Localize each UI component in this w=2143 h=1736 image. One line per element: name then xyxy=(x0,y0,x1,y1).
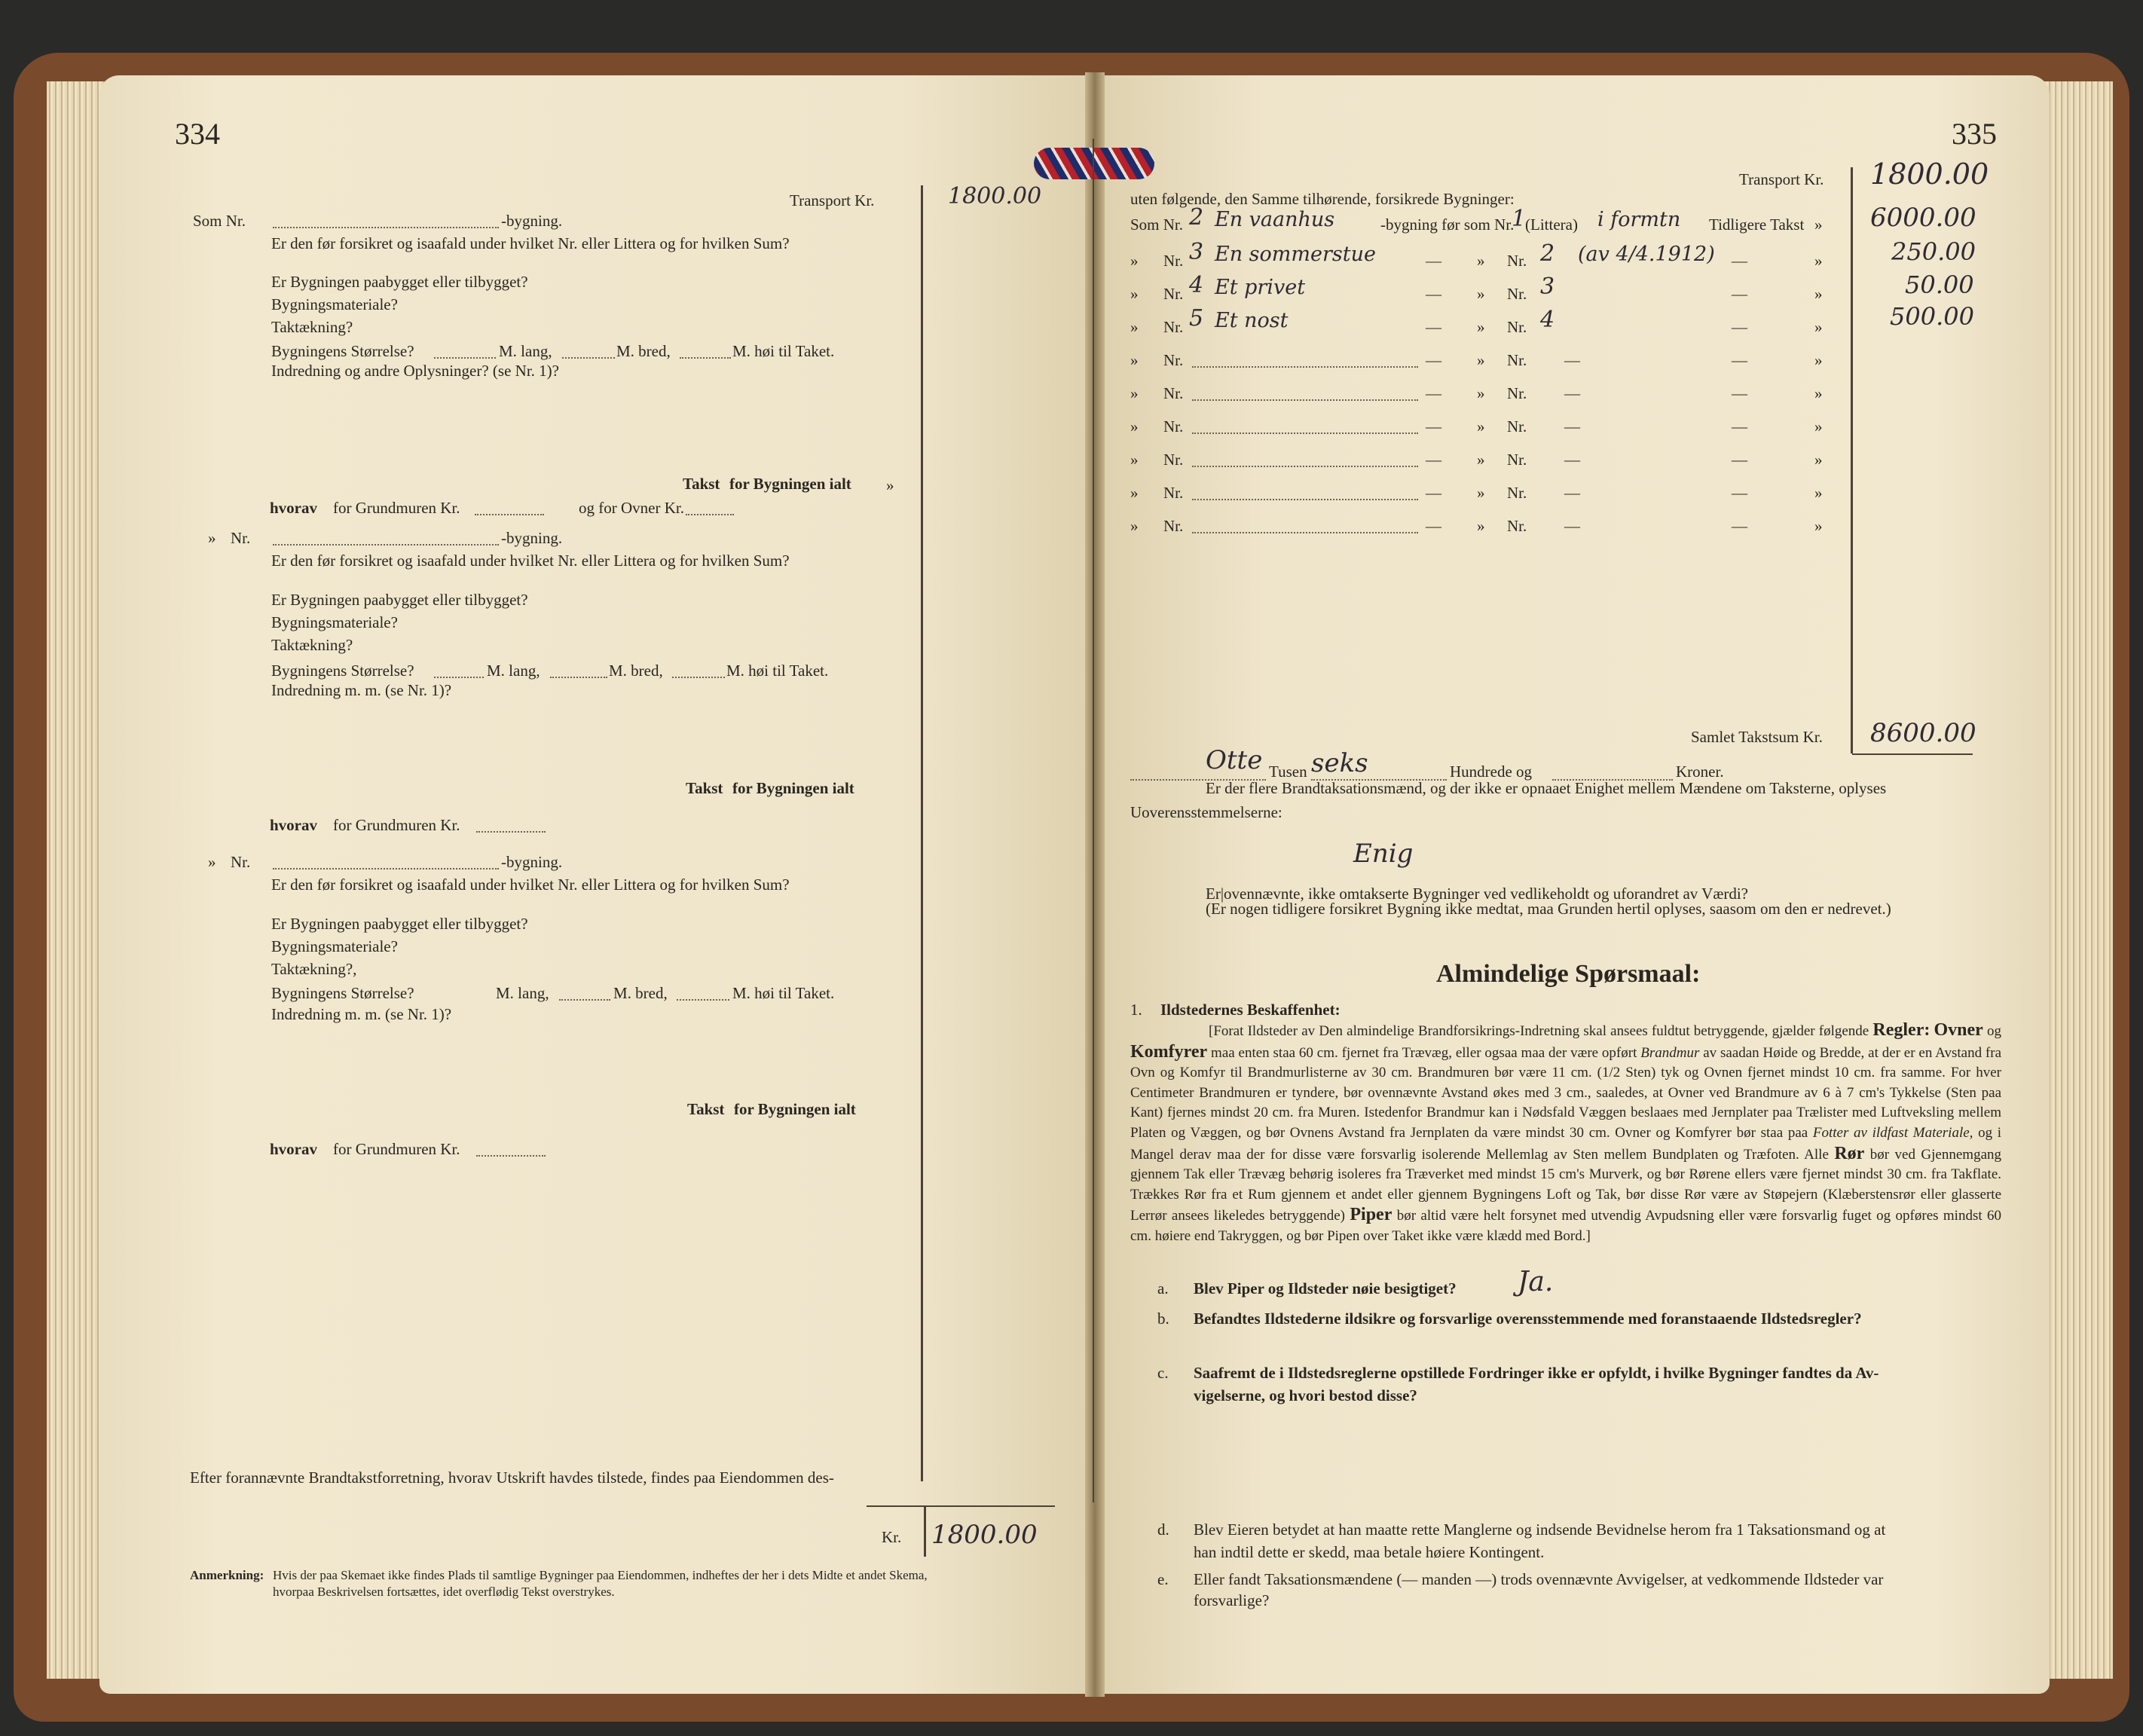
building-prev-nr: 2 xyxy=(1540,240,1555,267)
row-dash: — xyxy=(1732,252,1747,270)
grundmuren-label: for Grundmuren Kr. xyxy=(333,1140,460,1158)
flere-text-2: Uoverensstemmelserne: xyxy=(1130,803,1282,821)
ditto-mark: » xyxy=(1814,215,1823,234)
fill-line xyxy=(273,227,499,228)
intro-text: uten følgende, den Samme tilhørende, forsikrede Bygninger: xyxy=(1130,190,1515,208)
row-dash: — xyxy=(1564,517,1580,535)
ditto-mark: » xyxy=(1477,285,1485,303)
bygning-for-label: -bygning før som Nr. xyxy=(1380,215,1515,234)
kroner-label: Kroner. xyxy=(1676,763,1724,781)
fill-line xyxy=(1192,432,1418,434)
taktaekning-question: Taktækning? xyxy=(271,636,353,654)
question-b-label: b. xyxy=(1157,1310,1169,1328)
ditto-mark: » xyxy=(1130,517,1139,535)
transport-label-right: Transport Kr. xyxy=(1739,170,1824,188)
total-rule xyxy=(867,1505,1055,1507)
hvorav-label: hvorav xyxy=(270,499,317,517)
fill-line xyxy=(1192,499,1418,500)
row-dash: — xyxy=(1564,451,1580,469)
amount-words-thousands: Otte xyxy=(1206,745,1263,775)
m-lang-label: M. lang, xyxy=(499,342,552,360)
ditto-mark: » xyxy=(1814,451,1823,469)
ditto-mark: » xyxy=(1814,351,1823,369)
taktaekning-question: Taktækning? xyxy=(271,318,353,336)
row-dash: — xyxy=(1426,517,1441,535)
enig-answer: Enig xyxy=(1353,839,1414,869)
row-dash: — xyxy=(1732,285,1747,303)
grundmuren-label: for Grundmuren Kr. xyxy=(333,499,460,517)
total-kr-label: Kr. xyxy=(882,1528,902,1546)
building-desc: Et nost xyxy=(1215,309,1289,332)
building-prev-nr: 3 xyxy=(1540,274,1555,300)
regler-part: av saadan Høide og Bredde, at der er en Avstand fra Ovn og Komfyr til Brandmurlisterne av 30 cm. Brandmuren bør være 11 cm. (1/2 Sten) tyk og Ovnen fjernet mindst 10 cm. fra samme. For hver Centimeter Brandmuren er tyndere, bør ovennævnte Avstand økes med 3 cm., saaledes, at Ovner ved Brandmure av 6 à 7 cm's Tykkelse (Sten paa Kant) fjernes mindst 20 cm. fra Muren. Istedenfor Brandmur kan i Nødsfald Væggen beslaaes med Jernplater paa Trælister med Luftveksling mellem Platen og Væggen, og bør Ovnens Avstand fra Jernplaten da være mindst 30 cm. Ovner og Komfyrer bør staa paa xyxy=(1130,1044,2002,1141)
row-dash: — xyxy=(1732,351,1747,369)
takst-ialt-label: for Bygningen ialt xyxy=(729,475,851,493)
question-d-text-2: han indtil dette er skedd, maa betale høiere Kontingent. xyxy=(1194,1543,1545,1561)
bygning-label: -bygning. xyxy=(501,529,563,547)
amount-words-hundreds: seks xyxy=(1311,748,1368,778)
som-nr-label: Som Nr. xyxy=(1130,215,1184,234)
storrelse-question: Bygningens Størrelse? xyxy=(271,984,414,1002)
ditto-mark: » xyxy=(208,853,216,871)
fill-line xyxy=(476,831,546,833)
tusen-label: Tusen xyxy=(1269,763,1307,781)
item1-number: 1. xyxy=(1130,1001,1142,1019)
takst-ialt-label: for Bygningen ialt xyxy=(734,1100,856,1118)
building-desc: Et privet xyxy=(1215,276,1306,299)
fill-line xyxy=(677,999,729,1001)
bookmark-ribbon xyxy=(1034,148,1154,179)
fill-line xyxy=(1192,399,1418,401)
building-prev-nr: 4 xyxy=(1540,307,1555,333)
question-e-label: e. xyxy=(1157,1570,1169,1588)
nr-label: Nr. xyxy=(1507,252,1527,270)
nr-label: Nr. xyxy=(1507,384,1527,402)
ditto-mark: » xyxy=(1477,252,1485,270)
er-question-1: Er|ovennævnte, ikke omtakserte Bygninger ved vedlikeholdt og uforandret av Værdi? xyxy=(1206,885,1748,903)
m-hoi-label: M. høi til Taket. xyxy=(726,662,829,680)
m-lang-label: M. lang, xyxy=(487,662,540,680)
piper-word: Piper xyxy=(1350,1205,1392,1225)
building-nr: 2 xyxy=(1189,204,1204,231)
ditto-mark: » xyxy=(208,529,216,547)
fill-line xyxy=(550,677,607,678)
building-desc: En vaanhus xyxy=(1215,208,1335,231)
takst-ialt-label: for Bygningen ialt xyxy=(732,779,854,797)
bygning-label: -bygning. xyxy=(501,212,563,230)
ditto-mark: » xyxy=(1477,517,1485,535)
fill-line xyxy=(680,357,731,359)
left-amount-column-line xyxy=(921,185,923,1481)
row-dash: — xyxy=(1426,252,1441,270)
fill-line xyxy=(273,544,499,546)
question-a-text: Blev Piper og Ildsteder nøie besigtiget? xyxy=(1194,1279,1457,1297)
building-nr: 4 xyxy=(1189,272,1204,298)
er-question-2: (Er nogen tidligere forsikret Bygning ikke medtat, maa Grunden hertil oplyses, saasom om den er nedrevet.) xyxy=(1206,900,1891,918)
building-prev-note: (av 4/4.1912) xyxy=(1578,243,1715,266)
m-bred-label: M. bred, xyxy=(613,984,668,1002)
nr-label: Nr. xyxy=(1163,318,1184,336)
storrelse-question: Bygningens Størrelse? xyxy=(271,342,414,360)
fill-line xyxy=(1192,466,1418,467)
page-number-right: 335 xyxy=(1952,117,1997,151)
regler-label: Regler: xyxy=(1872,1020,1931,1040)
ditto-mark: » xyxy=(1477,484,1485,502)
tidligere-takst-label: Tidligere Takst xyxy=(1709,215,1805,234)
ditto-mark: » xyxy=(1814,417,1823,436)
materiale-question: Bygningsmateriale? xyxy=(271,937,398,955)
regler-part: og i Mangel derav maa der for disse være forsvarlig isolerende Mellemlag av Sten mellem Bundplaten og Træfoten. Alle xyxy=(1130,1124,2002,1163)
question-e-text-2: forsvarlige? xyxy=(1194,1591,1270,1609)
m-bred-label: M. bred, xyxy=(616,342,671,360)
materiale-question: Bygningsmateriale? xyxy=(271,613,398,631)
regler-part: [Forat Ildsteder av Den almindelige Brandforsikrings-Indretning skal ansees fuldtut betryggende, gjælder følgende xyxy=(1209,1023,1869,1039)
ditto-mark: » xyxy=(1814,285,1823,303)
row-dash: — xyxy=(1426,417,1441,436)
fill-line xyxy=(672,677,725,678)
row-dash: — xyxy=(1732,318,1747,336)
bygning-label: -bygning. xyxy=(501,853,563,871)
littera-label: (Littera) xyxy=(1525,215,1578,234)
fill-line xyxy=(475,514,544,515)
taktaekning-question: Taktækning?, xyxy=(271,960,357,978)
ditto-mark: » xyxy=(1130,252,1139,270)
ditto-mark: » xyxy=(1130,351,1139,369)
question-c-text-2: vigelserne, og hvori bestod disse? xyxy=(1194,1386,1417,1404)
ildsted-regler-text xyxy=(1130,1020,2001,1247)
row-dash: — xyxy=(1732,484,1747,502)
question-a-label: a. xyxy=(1157,1279,1169,1297)
row-dash: — xyxy=(1732,417,1747,436)
row-dash: — xyxy=(1564,484,1580,502)
ditto-mark: » xyxy=(886,476,894,494)
hvorav-label: hvorav xyxy=(270,1140,317,1158)
samlet-rule xyxy=(1852,753,1973,755)
building-desc: En sommerstue xyxy=(1215,243,1376,266)
ditto-mark: » xyxy=(1477,451,1485,469)
ditto-mark: » xyxy=(1130,318,1139,336)
building-prev-nr: 1 xyxy=(1512,206,1527,232)
nr-label: Nr. xyxy=(1507,484,1527,502)
question-c-text-1: Saafremt de i Ildstedsreglerne opstillede Fordringer ikke er opfyldt, i hvilke Bygninger fandtes da Av- xyxy=(1194,1364,1879,1382)
takst-label: Takst xyxy=(687,1100,725,1118)
fill-line xyxy=(559,999,610,1001)
indredning-question: Indredning m. m. (se Nr. 1)? xyxy=(271,681,452,699)
fill-line xyxy=(476,1155,546,1157)
fill-line xyxy=(686,514,734,515)
takst-label: Takst xyxy=(686,779,723,797)
indredning-question: Indredning m. m. (se Nr. 1)? xyxy=(271,1005,452,1023)
nr-label: Nr. xyxy=(1163,517,1184,535)
regler-part: bør ved Gjennemgang gjennem Tak eller Trævæg behørig isoleres fra Træverket med mindst 15 cm's Murverk, og bør Rørene ellers være fjernet mindst 30 cm. fra Takflate. Trækkes Rør fra et Rum gjennem et andet eller gjennem Bygningens Loft og Tak, bør disse Rør være av Støpejern (Klæberstensrør eller glasserte Lerrør ansees likeledes betryggende) xyxy=(1130,1146,2002,1224)
transport-label-left: Transport Kr. xyxy=(790,191,875,209)
anmerkning-label: Anmerkning: xyxy=(190,1568,264,1582)
anmerkning-text-2: hvorpaa Beskrivelsen fortsættes, idet overflødig Tekst overstrykes. xyxy=(273,1585,615,1599)
almindelige-title: Almindelige Spørsmaal: xyxy=(1436,960,1701,988)
row-dash: — xyxy=(1426,285,1441,303)
samlet-value: 8600.00 xyxy=(1870,718,1976,748)
nr-label: Nr. xyxy=(1507,417,1527,436)
regler-part: bør altid være helt forsynet med utvendig Avpudsning eller være forsvarlig fuget og opføres mindst 60 cm. høiere end Takryggen, og bør Pipen over Taket ikke være klædd med Bord.] xyxy=(1130,1208,2001,1244)
building-prev-note: i formtn xyxy=(1597,208,1681,231)
ditto-mark: » xyxy=(1477,384,1485,402)
building-value: 6000.00 xyxy=(1870,203,1976,233)
fill-line xyxy=(273,868,499,870)
paabygget-question: Er Bygningen paabygget eller tilbygget? xyxy=(271,915,528,933)
nr-label: Nr. xyxy=(1163,252,1184,270)
m-lang-label: M. lang, xyxy=(496,984,549,1002)
m-hoi-label: M. høi til Taket. xyxy=(732,342,835,360)
hundrede-label: Hundrede og xyxy=(1450,763,1533,781)
ditto-mark: » xyxy=(1477,318,1485,336)
m-hoi-label: M. høi til Taket. xyxy=(732,984,835,1002)
ditto-mark: » xyxy=(1130,285,1139,303)
nr-label: Nr. xyxy=(1163,451,1184,469)
ditto-mark: » xyxy=(1814,252,1823,270)
m-bred-label: M. bred, xyxy=(609,662,663,680)
page-number-left: 334 xyxy=(175,117,220,151)
ditto-mark: » xyxy=(1130,384,1139,402)
fill-line xyxy=(1192,532,1418,533)
total-column-line xyxy=(924,1507,926,1557)
fill-line xyxy=(1192,366,1418,368)
question-c-label: c. xyxy=(1157,1364,1169,1382)
nr-label: Nr. xyxy=(1163,484,1184,502)
nr-label: Nr. xyxy=(1507,517,1527,535)
ditto-mark: » xyxy=(1814,517,1823,535)
nr-label: Nr. xyxy=(1163,417,1184,436)
row-dash: — xyxy=(1732,451,1747,469)
building-value: 250.00 xyxy=(1891,237,1976,266)
row-dash: — xyxy=(1426,484,1441,502)
row-dash: — xyxy=(1426,451,1441,469)
ditto-mark: » xyxy=(1814,318,1823,336)
question-b-text: Befandtes Ildstederne ildsikre og forsvarlige overensstemmende med foranstaaende Ildstedsregler? xyxy=(1194,1310,1862,1328)
samlet-label: Samlet Takstsum Kr. xyxy=(1691,728,1823,746)
row-dash: — xyxy=(1426,318,1441,336)
hvorav-label: hvorav xyxy=(270,816,317,834)
komfyrer-word: Komfyrer xyxy=(1130,1041,1208,1062)
right-amount-column-line xyxy=(1851,167,1853,753)
efter-text: Efter forannævnte Brandtakstforretning, hvorav Utskrift havdes tilstede, findes paa Eiendommen des- xyxy=(190,1469,834,1487)
ditto-mark: » xyxy=(1814,384,1823,402)
storrelse-question: Bygningens Størrelse? xyxy=(271,662,414,680)
nr-label: Nr. xyxy=(1163,285,1184,303)
nr-label: Nr. xyxy=(1507,351,1527,369)
paabygget-question: Er Bygningen paabygget eller tilbygget? xyxy=(271,591,528,609)
nr-label: Nr. xyxy=(1507,285,1527,303)
row-dash: — xyxy=(1732,384,1747,402)
nr-label: Nr. xyxy=(231,529,251,547)
row-dash: — xyxy=(1564,384,1580,402)
som-nr-label: Som Nr. xyxy=(193,212,246,230)
ovner-word: Ovner xyxy=(1934,1020,1983,1040)
nr-label: Nr. xyxy=(1507,451,1527,469)
nr-label: Nr. xyxy=(1163,351,1184,369)
ovner-label: og for Ovner Kr. xyxy=(579,499,684,517)
total-value-left: 1800.00 xyxy=(931,1520,1038,1550)
fotter-phrase: Fotter av ildfast Materiale, xyxy=(1812,1124,1973,1141)
row-dash: — xyxy=(1426,384,1441,402)
nr-label: Nr. xyxy=(1163,384,1184,402)
building-nr: 5 xyxy=(1189,305,1204,332)
indredning-question: Indredning og andre Oplysninger? (se Nr. 1)? xyxy=(271,362,559,380)
question-d-label: d. xyxy=(1157,1521,1169,1539)
paabygget-question: Er Bygningen paabygget eller tilbygget? xyxy=(271,273,528,291)
fill-line xyxy=(434,677,484,678)
materiale-question: Bygningsmateriale? xyxy=(271,295,398,313)
ditto-mark: » xyxy=(1130,484,1139,502)
ditto-mark: » xyxy=(1477,417,1485,436)
fill-line xyxy=(562,357,615,359)
row-dash: — xyxy=(1564,351,1580,369)
ditto-mark: » xyxy=(1477,351,1485,369)
question-d-text-1: Blev Eieren betydet at han maatte rette Manglerne og indsende Bevidnelse herom fra 1 Taksationsmand og at xyxy=(1194,1521,1886,1539)
og-word: og xyxy=(1987,1023,2002,1039)
forsikret-question: Er den før forsikret og isaafald under hvilket Nr. eller Littera og for hvilken Sum? xyxy=(271,234,790,252)
flere-text-1: Er der flere Brandtaksationsmænd, og der ikke er opnaaet Enighet mellem Mændene om Taksterne, oplyses xyxy=(1206,779,1887,797)
brandmur-word: Brandmur xyxy=(1640,1044,1700,1061)
fill-line xyxy=(434,357,496,359)
building-value: 50.00 xyxy=(1905,270,1974,299)
forsikret-question: Er den før forsikret og isaafald under hvilket Nr. eller Littera og for hvilken Sum? xyxy=(271,552,790,570)
nr-label: Nr. xyxy=(231,853,251,871)
book-gutter xyxy=(1085,72,1105,1697)
ditto-mark: » xyxy=(1814,484,1823,502)
forsikret-question: Er den før forsikret og isaafald under hvilket Nr. eller Littera og for hvilken Sum? xyxy=(271,876,790,894)
row-dash: — xyxy=(1564,417,1580,436)
question-e-text-1: Eller fandt Taksationsmændene (— manden —) trods ovennævnte Avvigelser, at vedkommende Ildsteder var xyxy=(1194,1570,1884,1588)
row-dash: — xyxy=(1426,351,1441,369)
building-nr: 3 xyxy=(1189,239,1204,265)
ditto-mark: » xyxy=(1130,417,1139,436)
transport-value-left: 1800.00 xyxy=(948,183,1042,209)
transport-value-right: 1800.00 xyxy=(1870,157,1989,191)
row-dash: — xyxy=(1732,517,1747,535)
anmerkning-text-1: Hvis der paa Skemaet ikke findes Plads til samtlige Bygninger paa Eiendommen, indheftes der her i dets Midte et andet Skema, xyxy=(273,1568,928,1582)
ror-word: Rør xyxy=(1834,1143,1865,1163)
grundmuren-label: for Grundmuren Kr. xyxy=(333,816,460,834)
left-page-rule xyxy=(1093,139,1094,1502)
nr-label: Nr. xyxy=(1507,318,1527,336)
takst-label: Takst xyxy=(683,475,720,493)
building-value: 500.00 xyxy=(1890,302,1974,331)
item1-title: Ildstedernes Beskaffenhet: xyxy=(1160,1001,1341,1019)
regler-part: maa enten staa 60 cm. fjernet fra Trævæg, eller ogsaa maa der være opført xyxy=(1211,1044,1637,1061)
question-a-answer: Ja. xyxy=(1518,1267,1554,1297)
ditto-mark: » xyxy=(1130,451,1139,469)
